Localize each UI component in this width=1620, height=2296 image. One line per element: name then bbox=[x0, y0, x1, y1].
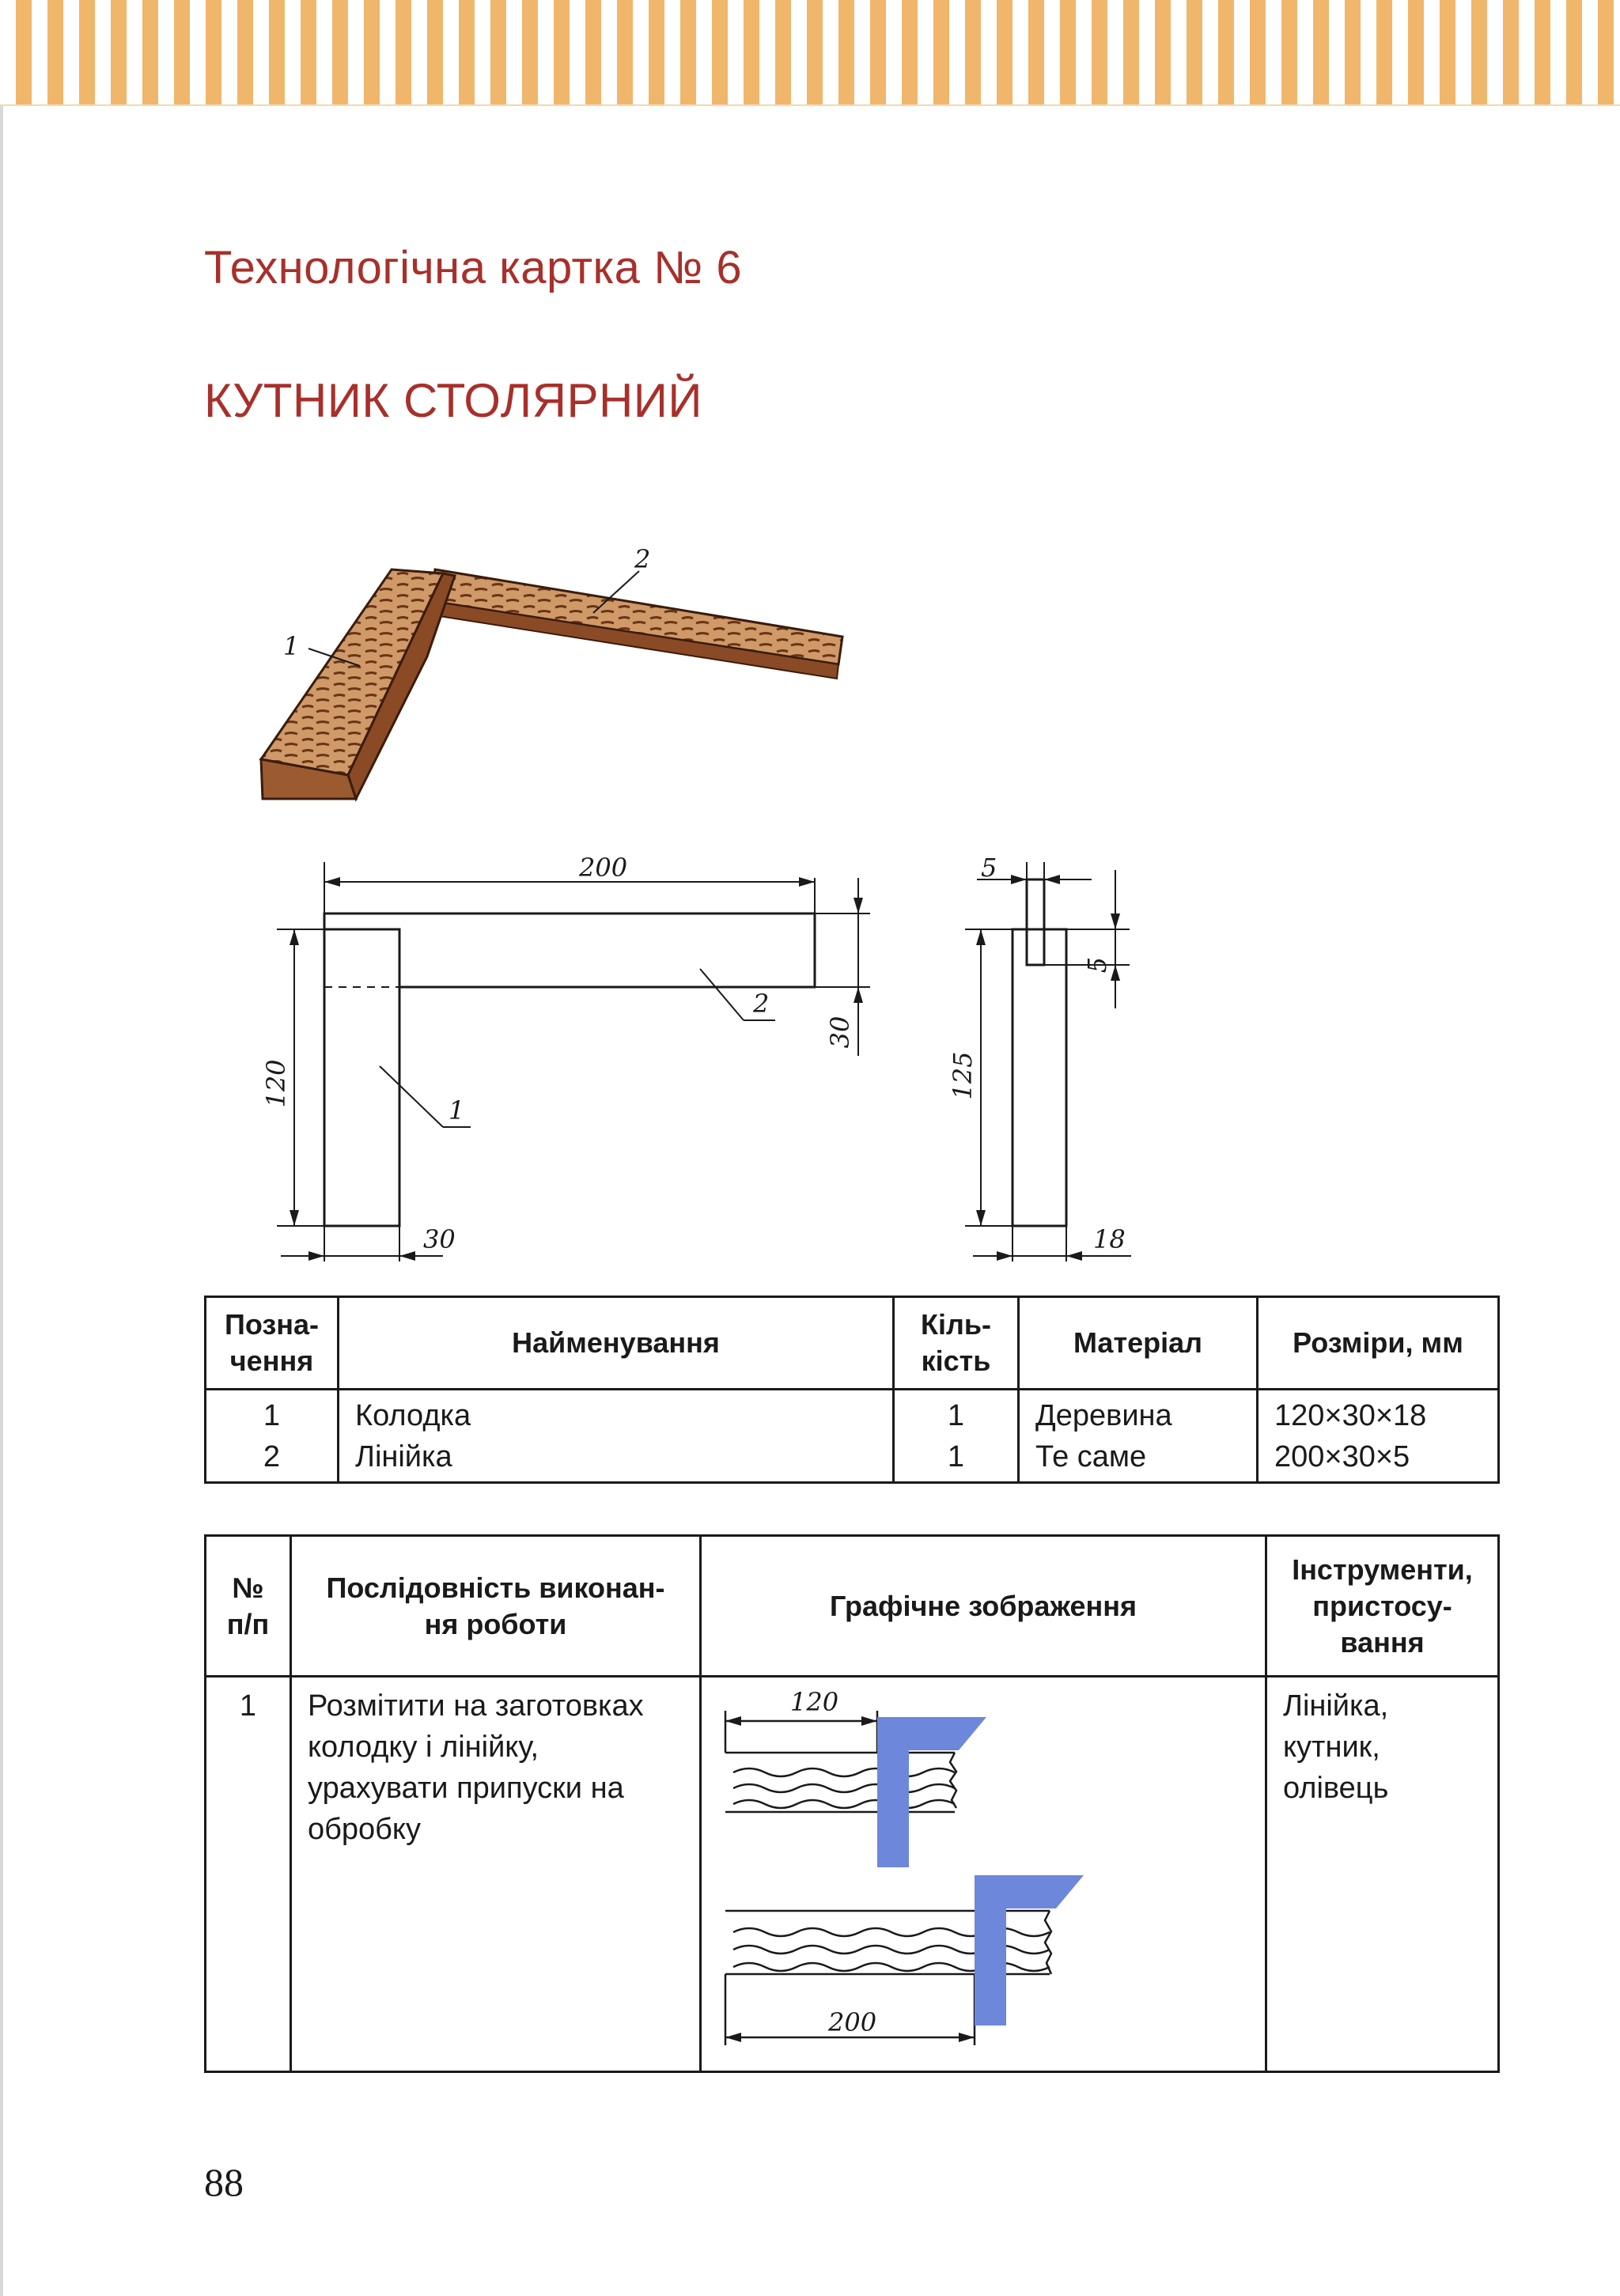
parts-designation: 1 bbox=[263, 1399, 281, 1432]
step-row bbox=[206, 1677, 1499, 2072]
parts-designation-cell bbox=[206, 1390, 339, 1483]
steps-table bbox=[204, 1534, 1500, 2073]
parts-name-cell bbox=[339, 1390, 894, 1483]
square-tool-lower bbox=[975, 1875, 1084, 2026]
side-dim-thickness: 18 bbox=[1093, 1224, 1126, 1254]
page-number: 88 bbox=[204, 2160, 244, 2204]
illustration-label-2: 2 bbox=[634, 544, 651, 574]
front-view-drawing bbox=[261, 853, 894, 1273]
steps-header-tools: Інструменти, пристосу- вання bbox=[1266, 1536, 1499, 1677]
front-dim-block-width: 30 bbox=[423, 1224, 456, 1254]
step-description: Розмітити на заготовках колодку і лінійку, урахувати припуски на обробку bbox=[291, 1677, 701, 2072]
step-graphic-cell bbox=[701, 1677, 1266, 2072]
block-side-outline bbox=[1012, 929, 1066, 1226]
parts-material: Те саме bbox=[1035, 1440, 1147, 1473]
steps-header-sequence: Послідовність виконан- ня роботи bbox=[291, 1536, 701, 1677]
side-view-drawing bbox=[925, 853, 1163, 1273]
parts-name: Лінійка bbox=[355, 1440, 452, 1473]
step-graphic-dim-lower: 200 bbox=[828, 2007, 877, 2037]
square-illustration bbox=[237, 538, 870, 823]
front-dim-height: 120 bbox=[261, 1059, 291, 1108]
parts-table bbox=[204, 1296, 1500, 1484]
side-dim-slot-depth: 5 bbox=[1082, 956, 1112, 974]
side-dim-height: 125 bbox=[948, 1051, 978, 1100]
front-dim-length: 200 bbox=[579, 853, 628, 883]
page-edge bbox=[0, 0, 3, 2296]
block-outline bbox=[324, 929, 399, 1226]
step-graphic-dim-upper: 120 bbox=[790, 1687, 839, 1717]
parts-header-designation: Позна- чення bbox=[206, 1297, 339, 1390]
main-title: КУТНИК СТОЛЯРНИЙ bbox=[204, 374, 703, 427]
parts-header-size: Розміри, мм bbox=[1258, 1297, 1499, 1390]
illustration-label-1: 1 bbox=[283, 631, 300, 661]
steps-header-number: № п/п bbox=[206, 1536, 291, 1677]
front-label-ruler: 2 bbox=[753, 989, 770, 1019]
parts-material-cell bbox=[1019, 1390, 1258, 1483]
parts-name: Колодка bbox=[355, 1399, 471, 1432]
parts-designation: 2 bbox=[263, 1440, 281, 1473]
parts-header-material: Матеріал bbox=[1019, 1297, 1258, 1390]
ruler-slot bbox=[1027, 879, 1044, 965]
parts-size: 120×30×18 bbox=[1274, 1399, 1427, 1432]
card-title: Технологічна картка № 6 bbox=[204, 242, 743, 293]
parts-quantity-cell bbox=[894, 1390, 1019, 1483]
step-tools: Лінійка, кутник, олівець bbox=[1266, 1677, 1499, 2072]
side-dim-slot-width: 5 bbox=[981, 853, 997, 883]
parts-header-name: Найменування bbox=[339, 1297, 894, 1390]
parts-quantity: 1 bbox=[947, 1399, 965, 1432]
step-graphic bbox=[702, 1678, 1267, 2073]
parts-header-quantity: Кіль- кість bbox=[894, 1297, 1019, 1390]
ruler-outline bbox=[324, 913, 815, 987]
parts-size-cell bbox=[1258, 1390, 1499, 1483]
front-dim-ruler-width: 30 bbox=[825, 1016, 855, 1049]
steps-header-graphic: Графічне зображення bbox=[701, 1536, 1266, 1677]
parts-size: 200×30×5 bbox=[1274, 1440, 1410, 1473]
parts-quantity: 1 bbox=[947, 1440, 965, 1473]
parts-material: Деревина bbox=[1035, 1399, 1172, 1432]
square-tool-upper bbox=[877, 1717, 986, 1867]
decorative-stripe-header bbox=[0, 0, 1620, 106]
step-number: 1 bbox=[206, 1677, 291, 2072]
front-label-block: 1 bbox=[449, 1095, 465, 1125]
